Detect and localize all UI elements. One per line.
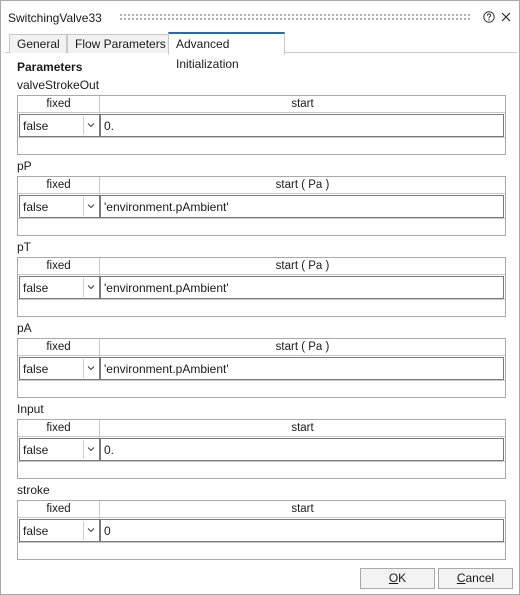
- drag-handle[interactable]: [119, 13, 471, 21]
- ok-label: K: [398, 571, 407, 585]
- row-divider: [18, 218, 505, 219]
- fixed-value: false: [23, 119, 49, 133]
- fixed-column-header: fixed: [18, 501, 100, 517]
- header-divider: [18, 517, 505, 518]
- group-label-pt: pT: [17, 240, 32, 254]
- tab-flow-parameters[interactable]: [67, 34, 171, 53]
- fixed-dropdown[interactable]: [19, 276, 100, 299]
- cancel-mnemonic: C: [456, 571, 466, 585]
- chevron-down-icon[interactable]: [86, 120, 96, 130]
- header-divider: [18, 112, 505, 113]
- close-icon[interactable]: [501, 12, 511, 22]
- dropdown-separator: [83, 521, 84, 540]
- header-divider: [18, 355, 505, 356]
- fixed-column-header: fixed: [18, 258, 100, 274]
- fixed-value: false: [23, 281, 49, 295]
- start-value-field[interactable]: [100, 195, 504, 218]
- parameter-table-input: [17, 419, 506, 479]
- group-label-valvestrokeout: valveStrokeOut: [17, 78, 100, 92]
- start-value: 'environment.pAmbient': [104, 281, 229, 295]
- start-column-header: start: [100, 420, 505, 436]
- dropdown-separator: [83, 197, 84, 216]
- row-divider: [18, 542, 505, 543]
- group-label-stroke: stroke: [17, 483, 50, 497]
- parameter-table-pt: [17, 257, 506, 317]
- dropdown-separator: [83, 116, 84, 135]
- start-column-header: start ( Pa ): [100, 339, 505, 355]
- group-label-pp: pP: [17, 159, 32, 173]
- tab-general-label: General: [17, 37, 60, 51]
- header-divider: [18, 193, 505, 194]
- tab-general[interactable]: [9, 34, 67, 53]
- row-divider: [18, 137, 505, 138]
- ok-mnemonic: O: [388, 571, 399, 585]
- fixed-dropdown[interactable]: [19, 195, 100, 218]
- fixed-dropdown[interactable]: [19, 114, 100, 137]
- help-icon[interactable]: [483, 11, 495, 23]
- chevron-down-icon[interactable]: [86, 444, 96, 454]
- fixed-column-header: fixed: [18, 420, 100, 436]
- header-divider: [18, 436, 505, 437]
- start-column-header: start ( Pa ): [100, 258, 505, 274]
- tab-advanced-initialization[interactable]: [168, 32, 285, 71]
- fixed-value: false: [23, 524, 49, 538]
- fixed-column-header: fixed: [18, 177, 100, 193]
- parameters-header: Parameters: [17, 60, 83, 74]
- tab-flow-parameters-label: Flow Parameters: [75, 37, 166, 51]
- cancel-button[interactable]: [438, 568, 513, 589]
- row-divider: [18, 299, 505, 300]
- fixed-value: false: [23, 200, 49, 214]
- start-value: 'environment.pAmbient': [104, 200, 229, 214]
- cancel-label: ancel: [465, 571, 495, 585]
- tab-advanced-initialization-label: Advanced Initialization: [176, 37, 239, 71]
- start-value: 0: [104, 524, 111, 538]
- start-value-field[interactable]: [100, 114, 504, 137]
- chevron-down-icon[interactable]: [86, 201, 96, 211]
- group-label-pa: pA: [17, 321, 32, 335]
- row-divider: [18, 461, 505, 462]
- fixed-dropdown[interactable]: [19, 519, 100, 542]
- start-column-header: start: [100, 96, 505, 112]
- fixed-dropdown[interactable]: [19, 438, 100, 461]
- fixed-value: false: [23, 443, 49, 457]
- ok-button[interactable]: [360, 568, 435, 589]
- dropdown-separator: [83, 359, 84, 378]
- dropdown-separator: [83, 440, 84, 459]
- start-column-header: start ( Pa ): [100, 177, 505, 193]
- chevron-down-icon[interactable]: [86, 282, 96, 292]
- parameter-table-pa: [17, 338, 506, 398]
- chevron-down-icon[interactable]: [86, 525, 96, 535]
- start-value-field[interactable]: [100, 276, 504, 299]
- fixed-value: false: [23, 362, 49, 376]
- fixed-dropdown[interactable]: [19, 357, 100, 380]
- fixed-column-header: fixed: [18, 96, 100, 112]
- start-value-field[interactable]: [100, 519, 504, 542]
- parameter-table-stroke: [17, 500, 506, 560]
- start-value-field[interactable]: [100, 438, 504, 461]
- start-value: 0.: [104, 119, 115, 133]
- group-label-input: Input: [17, 402, 44, 416]
- start-value: 'environment.pAmbient': [104, 362, 229, 376]
- header-divider: [18, 274, 505, 275]
- row-divider: [18, 380, 505, 381]
- dropdown-separator: [83, 278, 84, 297]
- title-bar[interactable]: [1, 1, 519, 31]
- chevron-down-icon[interactable]: [86, 363, 96, 373]
- parameter-table-pp: [17, 176, 506, 236]
- fixed-column-header: fixed: [18, 339, 100, 355]
- start-value: 0.: [104, 443, 115, 457]
- window-title: SwitchingValve33: [8, 11, 102, 25]
- parameter-table-valvestrokeout: [17, 95, 506, 155]
- start-value-field[interactable]: [100, 357, 504, 380]
- start-column-header: start: [100, 501, 505, 517]
